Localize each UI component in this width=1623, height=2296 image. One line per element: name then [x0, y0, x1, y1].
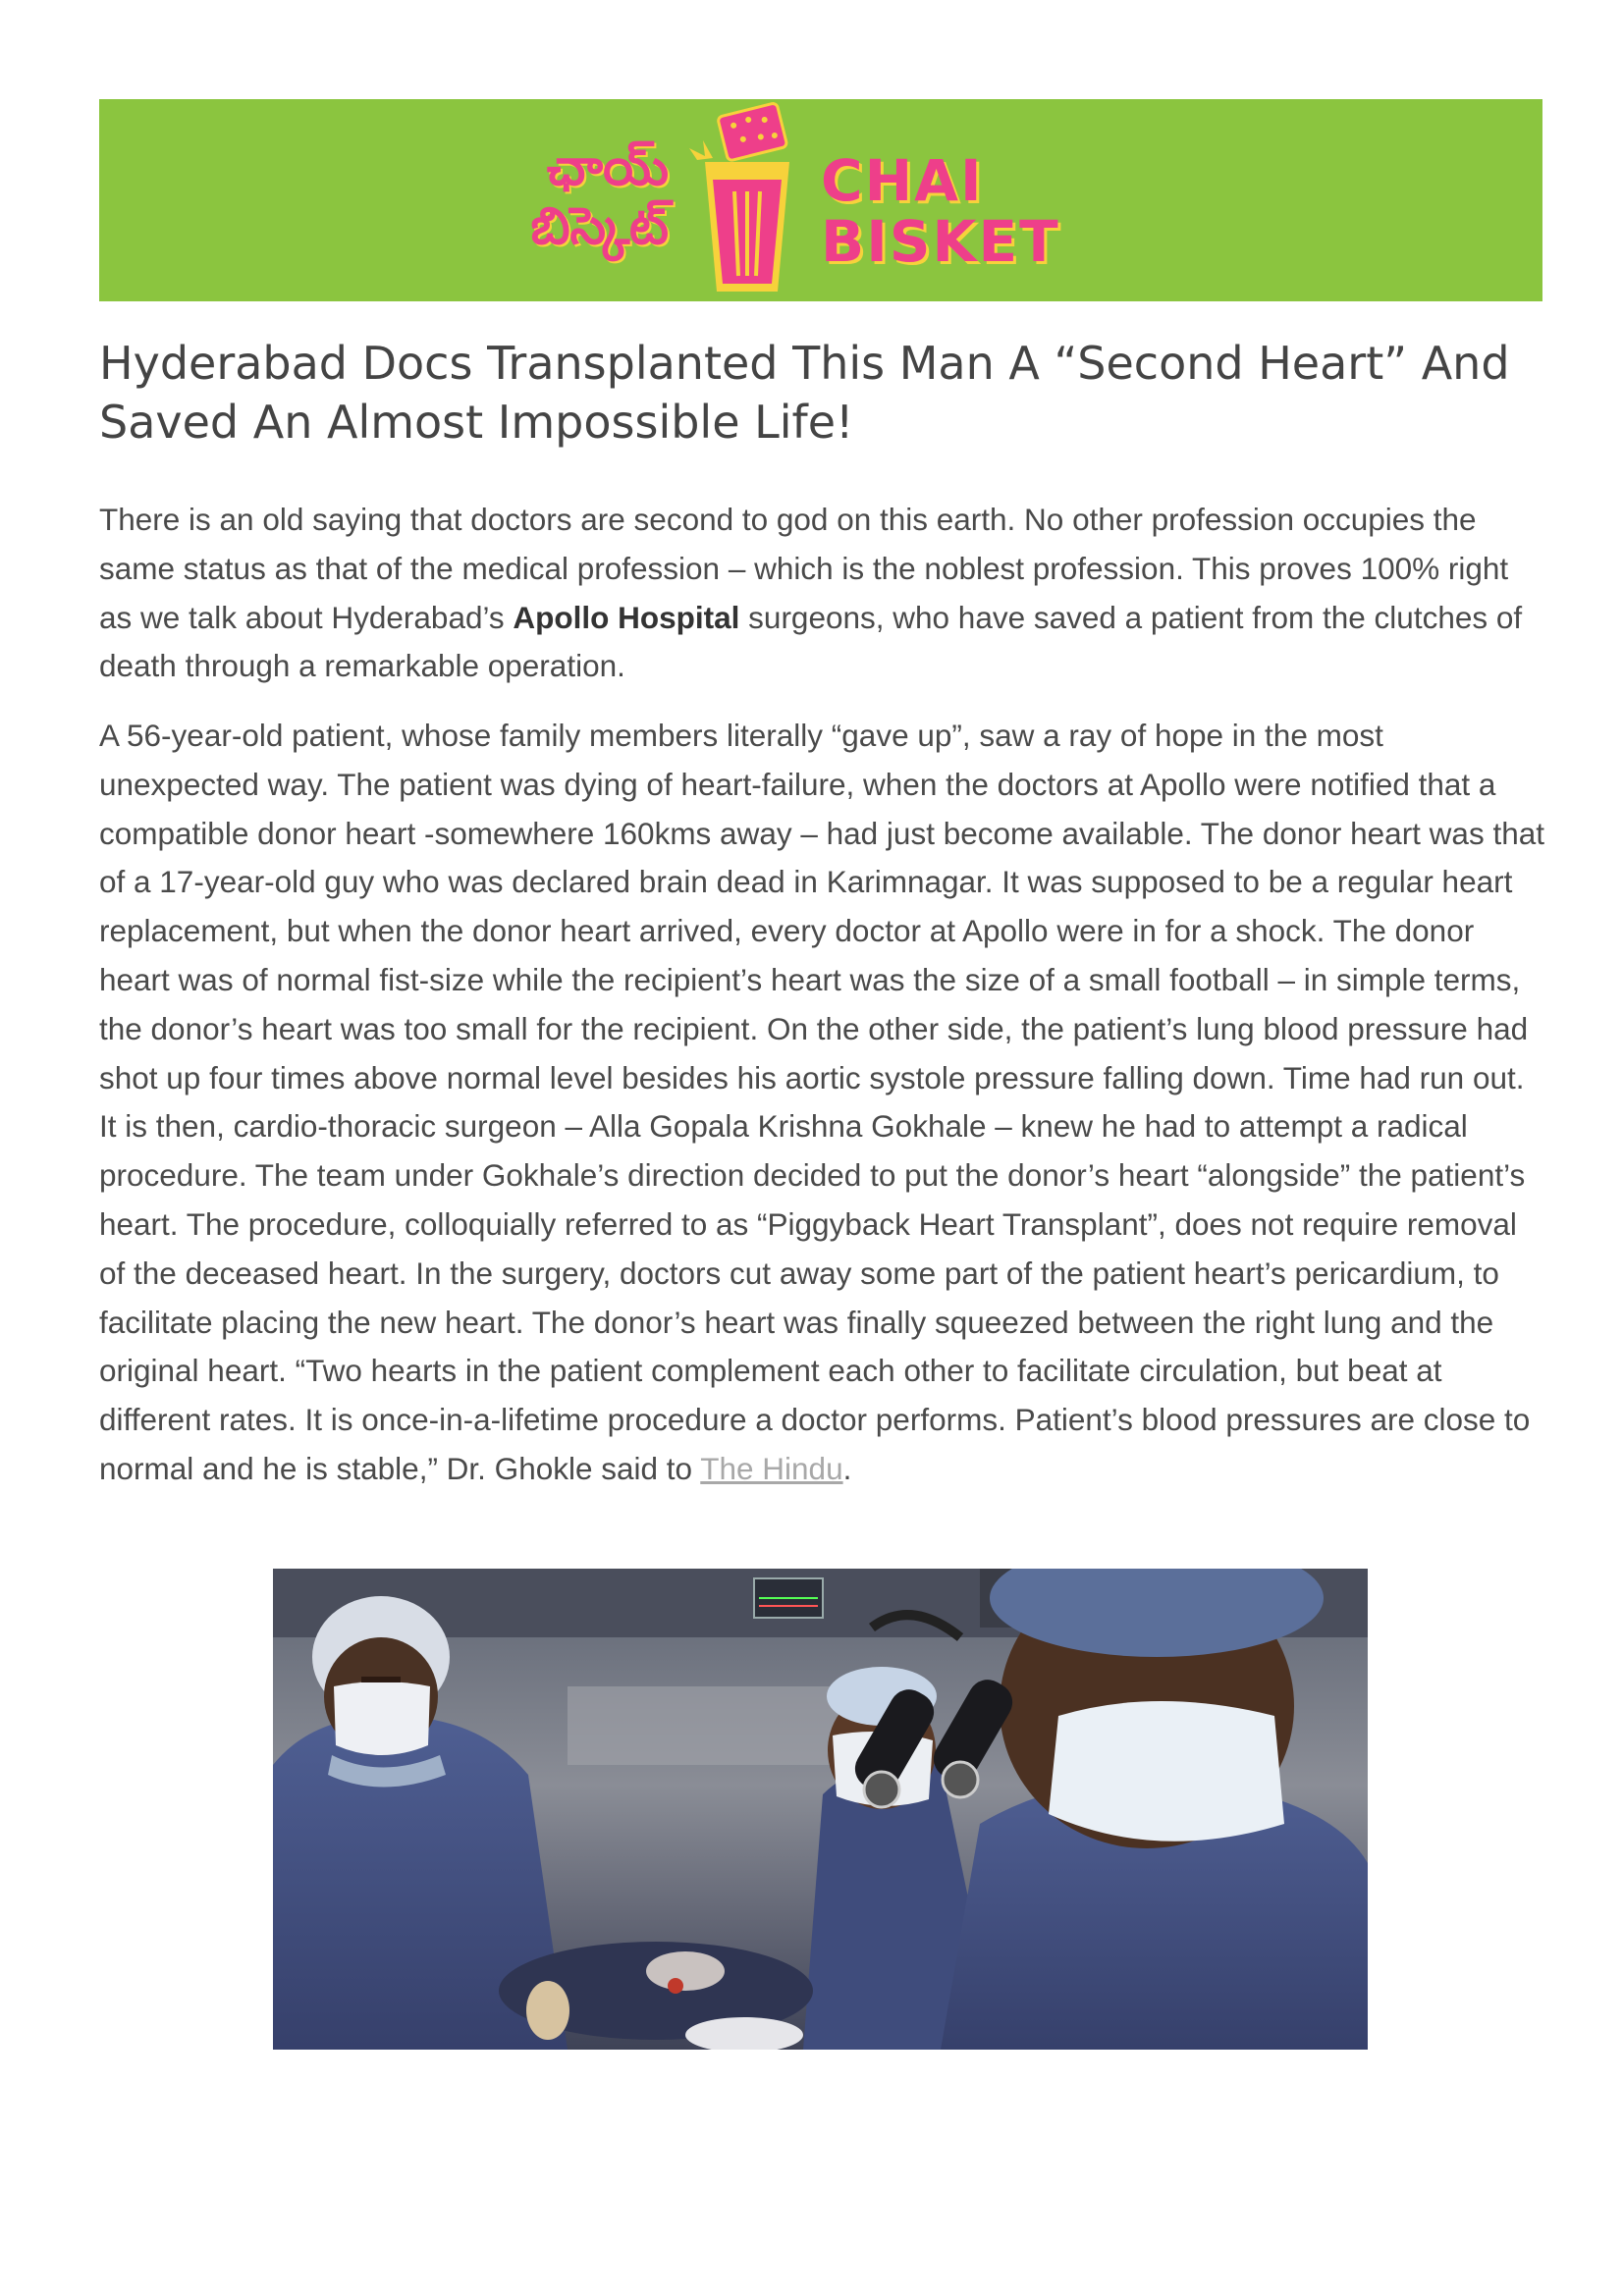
apollo-hospital-bold: Apollo Hospital	[513, 599, 740, 635]
logo-english-wordmark	[821, 147, 1060, 275]
logo-brand-line2: BISKET	[821, 208, 1060, 275]
logo-telugu-line1: ఛాయ్	[546, 138, 669, 197]
surgeons-photo	[273, 1569, 1368, 2050]
chai-bisket-logo[interactable]	[492, 99, 1150, 301]
the-hindu-link[interactable]: The Hindu	[700, 1450, 843, 1486]
p2-text-after: .	[842, 1450, 852, 1486]
article-paragraph-2	[99, 712, 1547, 1494]
article-title: Hyderabad Docs Transplanted This Man A “Second Heart” And Saved An Almost Impossible Life!	[99, 337, 1510, 449]
article-paragraph-1	[99, 496, 1547, 691]
logo-telugu-line2: బిస్కెట్	[530, 197, 669, 256]
p2-text: A 56-year-old patient, whose family members literally “gave up”, saw a ray of hope in the most unexpected way. The patient was dying of heart-failure, when the doctors at Apollo were notified that a compatible donor heart -somewhere 160kms away – had just become available. The donor heart was that of a 17-year-old guy who was declared brain dead in Karimnagar. It was supposed to be a regular heart replacement, but when the donor heart arrived, every doctor at Apollo were in for a shock. The donor heart was of normal fist-size while the recipient’s heart was the size of a small football – in simple terms, the donor’s heart was too small for the recipient. On the other side, the patient’s lung blood pressure had shot up four times above normal level besides his aortic systole pressure falling down. Time had run out. It is then, cardio-thoracic surgeon – Alla Gopala Krishna Gokhale – knew he had to attempt a radical procedure. The team under Gokhale’s direction decided to put the donor’s heart “alongside” the patient’s heart. The procedure, colloquially referred to as “Piggyback Heart Transplant”, does not require removal of the deceased heart. In the surgery, doctors cut away some part of the patient heart’s pericardium, to facilitate placing the new heart. The donor’s heart was finally squeezed between the right lung and the original heart. “Two hearts in the patient complement each other to facilitate circulation, but beat at different rates. It is once-in-a-lifetime procedure a doctor performs. Patient’s blood pressures are close to normal and he is stable,” Dr. Ghokle said to	[99, 718, 1544, 1486]
logo-brand-line1: CHAI	[821, 147, 984, 214]
logo-telugu-wordmark	[492, 138, 669, 256]
p1-text-before: There is an old saying that doctors are second to god on this earth. No other profession occupies the same status as that of the medical profession – which is the noblest profession. This proves 100% right as we talk about Hyderabad’s	[99, 502, 1509, 635]
tea-glass-icon	[683, 101, 811, 297]
p1-text-after: surgeons, who have saved a patient from the clutches of death through a remarkable operation.	[99, 599, 1523, 684]
site-header-banner[interactable]	[99, 99, 1542, 301]
